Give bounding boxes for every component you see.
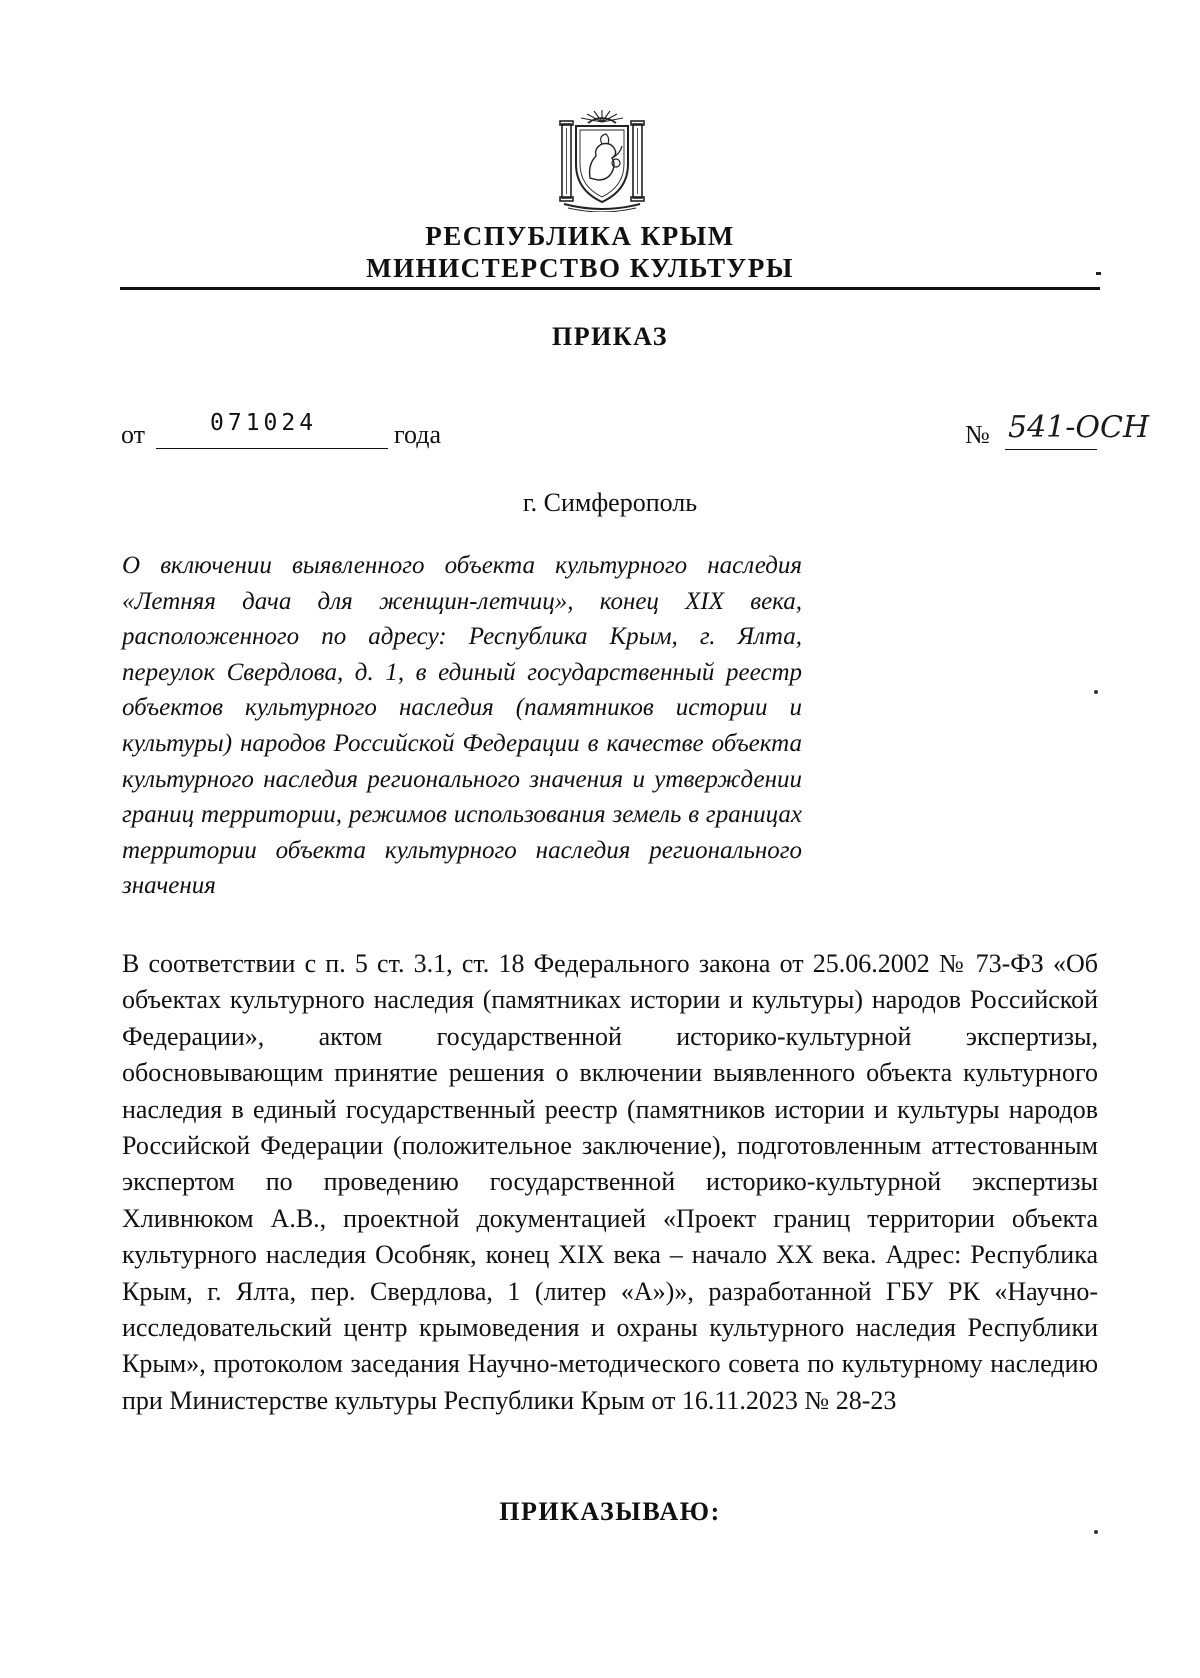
city: г. Симферополь <box>522 488 698 517</box>
ministry-name: МИНИСТЕРСТВО КУЛЬТУРЫ <box>366 253 794 283</box>
date-value: 071024 <box>210 410 318 436</box>
scan-mark <box>1094 1530 1098 1534</box>
document-number: 541-ОСН <box>1008 410 1150 445</box>
number-underline <box>1005 449 1097 450</box>
scan-mark <box>1096 272 1101 275</box>
number-label: № <box>965 420 990 449</box>
date-underline <box>156 448 388 449</box>
date-suffix: года <box>394 420 442 449</box>
order-subject: О включении выявленного объекта культурного наследия «Летняя дача для женщин-летчиц», конец XIX века, расположенного по адресу: Республика Крым, г. Ялта, переулок Свердлова, д. 1, в единый государственный реестр объектов культурного наследия (памятников истории и культуры) народов Российской Федерации в качестве объекта культурного наследия регионального значения и утверждении границ территории, режимов использования земель в границах территории объекта культурного наследия регионального значения <box>122 552 802 900</box>
order-preamble: В соответствии с п. 5 ст. 3.1, ст. 18 Федерального закона от 25.06.2002 № 73-ФЗ «Об объектах культурного наследия (памятниках истории и культуры) народов Российской Федерации», актом государственной историко-культурной экспертизы, обосновывающим принятие решения о включении выявленного объекта культурного наследия в единый государственный реестр (памятников истории и культуры народов Российской Федерации (положительное заключение), подготовленным аттестованным экспертом по проведению государственной историко-культурной экспертизы Хливнюком А.В., проектной документацией «Проект границ территории объекта культурного наследия Особняк, конец XIX века – начало XX века. Адрес: Республика Крым, г. Ялта, пер. Свердлова, 1 (литер «А»)», разработанной ГБУ РК «Научно-исследовательский центр крымоведения и охраны культурного наследия Республики Крым», протоколом заседания Научно-методического совета по культурному наследию при Министерстве культуры Республики Крым от 16.11.2023 № 28-23 <box>122 949 1098 1415</box>
order-heading: ПРИКАЗЫВАЮ: <box>499 1497 721 1526</box>
republic-name: РЕСПУБЛИКА КРЫМ <box>425 221 735 251</box>
header-divider <box>120 287 1100 290</box>
document-title: ПРИКАЗ <box>551 322 669 351</box>
crimea-coat-of-arms-icon <box>558 108 646 212</box>
scan-mark <box>1094 690 1098 694</box>
date-prefix: от <box>121 420 146 449</box>
